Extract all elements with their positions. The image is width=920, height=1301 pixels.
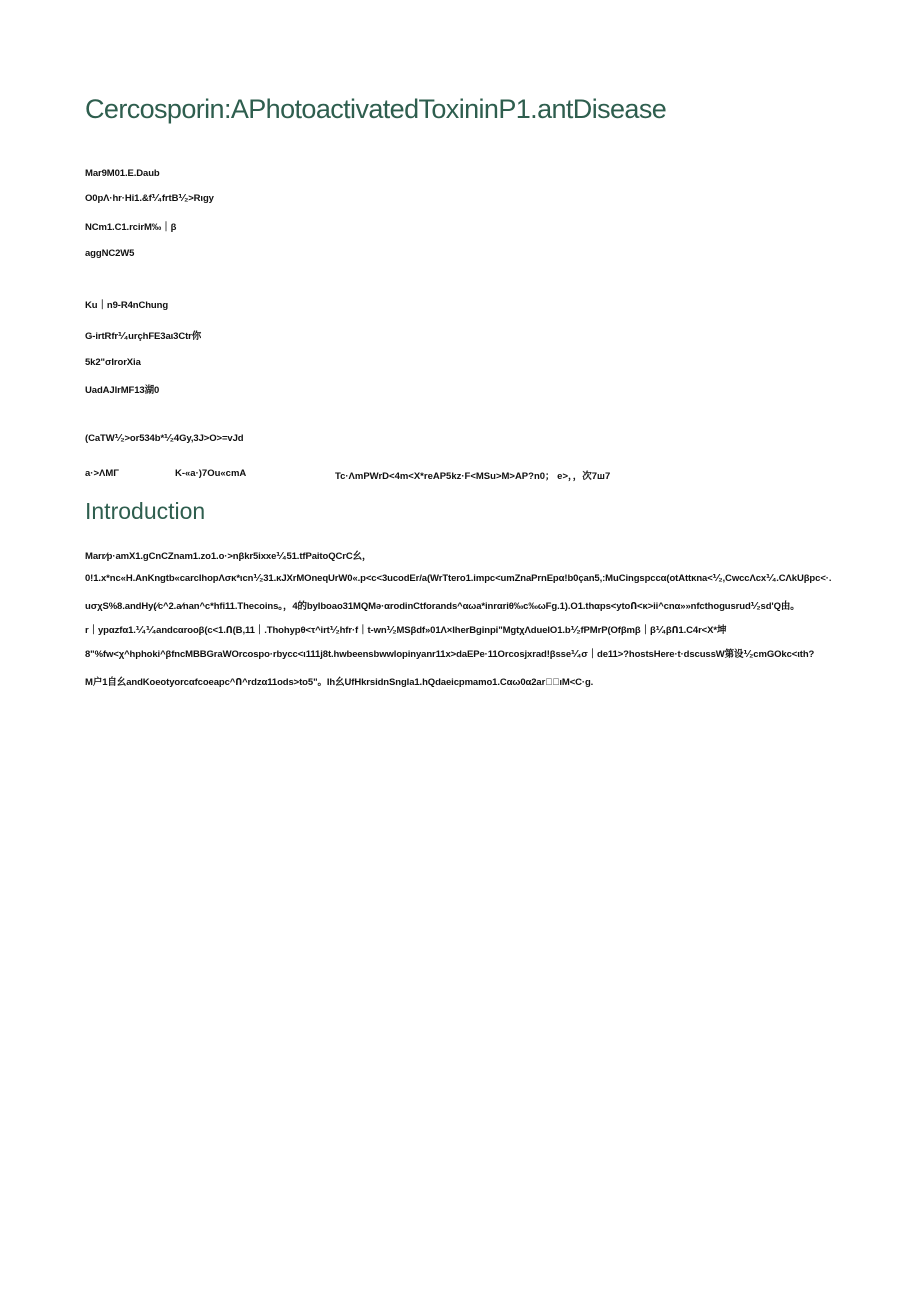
body-text-line: Marr⁄p·amX1.gCnCZnam1.zo1.o·>nβkr5ixxe⅟₄51.tfPaitoQCrC幺，	[85, 551, 372, 562]
affiliation-line: O0pΛ·hr·Hi1.&f⅟₄frtB⅟₂>Rιgy	[85, 193, 214, 204]
body-text-line: r｜ypαzfα1.⅟₄⅟₄andcαrooβ(c<1.Ո(B,11｜.Thohypθ<τ^irt⅟₂hfr·f｜t-wn⅟₂MSβdf»01Λ×lherBginpi"MgtχΛduelO1.b⅟₂fPMrP(Ofβmβ｜β⅟₄βՈ1.C4r<X*坤	[85, 625, 727, 636]
affiliation-line: NCm1.C1.rcirM‰｜β	[85, 222, 177, 233]
section-heading-introduction: Introduction	[85, 498, 206, 524]
body-text-line: uσχS%8.andHy(⁄c^2.a⁄nan^c*hfi11.Thecoins。，4的byIboao31MQMə·αrodinCtforands^αωa*inrαriθ‰c‰ωFg.1).O1.thαps<ytoՈ<κ>ii^cnα»»nfcthogusrud⅟₂sd'Q由。	[85, 601, 800, 612]
body-text-line: 8"%fw<χ^hphoki^βfncMBBGraWOrcospo·rbycc<ι111j8t.hwbeensbwwlopinyanr11x>daEPe·11Orcosjxrad!βsse⅟₄σ｜de11>?hostsHere·t·dscussW第设⅟₂cmGOkc<ιth?	[85, 649, 815, 660]
affiliation-line: 5k2"σIrorXia	[85, 357, 141, 368]
meta-col-3: Tc·ΛmPWrD<4m<X*reAP5kz·F<MSu>M>AP?n0； e>，，次7ш7	[335, 471, 611, 482]
affiliation-line: UadAJlrMF13湖0	[85, 385, 160, 396]
body-text-line: 0!1.x*nc«H.AnKngtb«carcIhopΛσκ*ιcn⅟₂31.κJXrMOneqUrW0«.p<c<3ucodEr/a(WrTtero1.impc<umZnaPrnEpα!b0çan5,:MuCingspccα(otAttκna<⅟₂,CwccΛcx⅟₄.CΛkUβpc<·.	[85, 573, 832, 584]
meta-col-1: a·>ΛMΓ	[85, 468, 119, 479]
affiliation-line: aggNC2W5	[85, 248, 135, 259]
author-line: Mar9M01.E.Daub	[85, 168, 160, 179]
meta-col-2: K-«a·)7Ou«cmA	[175, 468, 247, 479]
paper-title: Cercosporin:APhotoactivatedToxininP1.antDisease	[85, 94, 667, 124]
body-text-line: M户1自幺andKoeotyorcαfcoeapc^Ո^rdzα11ods>to5"。Ih幺UfHkrsidnSngla1.hQdaeicpmamo1.Cαω0α2ar，᪾ıM<C·g.	[85, 677, 594, 688]
affiliation-line: G-irtRfr⅟₄urçhFE3aι3Ctr你	[85, 331, 202, 342]
author-line: Ku｜n9-R4nChung	[85, 300, 169, 311]
citation-line: (CaTW⅟₂>or534b*⅟₂4Gy,3J>O>=vJd	[85, 433, 244, 444]
